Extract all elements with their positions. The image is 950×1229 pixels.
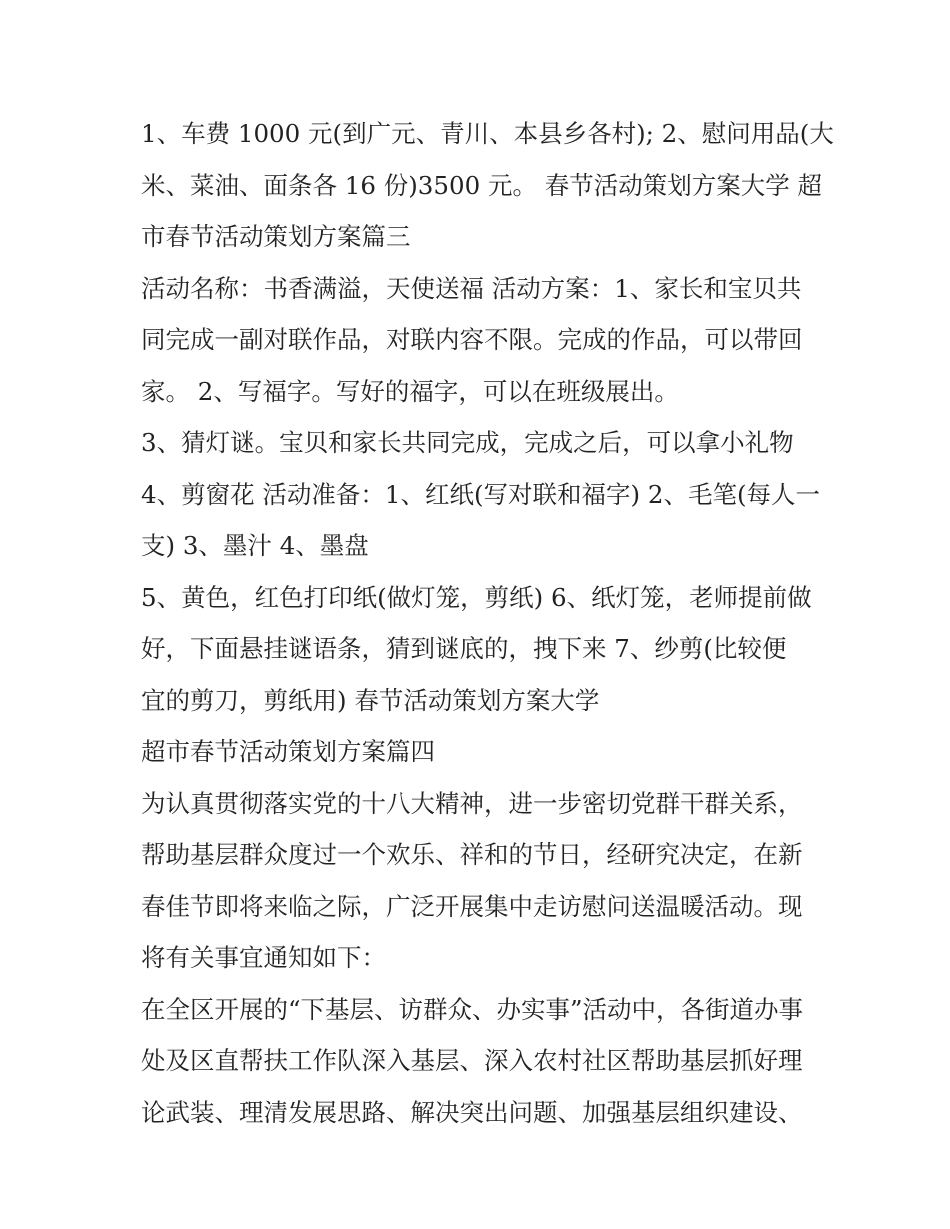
text-line: 1、车费 1000 元(到广元、青川、本县乡各村); 2、慰问用品(大 <box>141 119 834 148</box>
text-line: 4、剪窗花 活动准备：1、红纸(写对联和福字) 2、毛笔(每人一 <box>141 479 821 509</box>
text-line: 家。 2、写福字。写好的福字，可以在班级展出。 <box>141 376 679 406</box>
text-line: 支) 3、墨汁 4、墨盘 <box>141 531 369 560</box>
document-page <box>141 108 834 1138</box>
section-heading-line: 超市春节活动策划方案篇四 <box>141 737 435 766</box>
text-line: 帮助基层群众度过一个欢乐、祥和的节日，经研究决定，在新 <box>141 840 803 869</box>
text-line: 市春节活动策划方案篇三 <box>141 222 411 251</box>
text-line: 米、菜油、面条各 16 份)3500 元。 春节活动策划方案大学 超 <box>141 170 823 200</box>
text-line: 活动名称：书香满溢，天使送福 活动方案：1、家长和宝贝共 <box>141 273 802 303</box>
text-line: 好，下面悬挂谜语条，猜到谜底的，拽下来 7、纱剪(比较便 <box>141 634 787 663</box>
text-line: 春佳节即将来临之际，广泛开展集中走访慰问送温暖活动。现 <box>141 891 803 921</box>
text-line: 同完成一副对联作品，对联内容不限。完成的作品，可以带回 <box>141 325 803 354</box>
text-line: 为认真贯彻落实党的十八大精神，进一步密切党群干群关系， <box>141 788 803 818</box>
text-line: 处及区直帮扶工作队深入基层、深入农村社区帮助基层抓好理 <box>141 1046 803 1075</box>
text-line: 宜的剪刀，剪纸用) 春节活动策划方案大学 <box>141 685 600 715</box>
text-line: 将有关事宜通知如下： <box>141 943 386 972</box>
text-line: 在全区开展的“下基层、访群众、办实事”活动中，各街道办事 <box>141 994 804 1024</box>
text-line: 3、猜灯谜。宝贝和家长共同完成，完成之后，可以拿小礼物 <box>141 428 794 457</box>
text-line: 论武装、理清发展思路、解决突出问题、加强基层组织建设、 <box>141 1097 803 1127</box>
text-line: 5、黄色，红色打印纸(做灯笼，剪纸) 6、纸灯笼，老师提前做 <box>141 582 812 612</box>
